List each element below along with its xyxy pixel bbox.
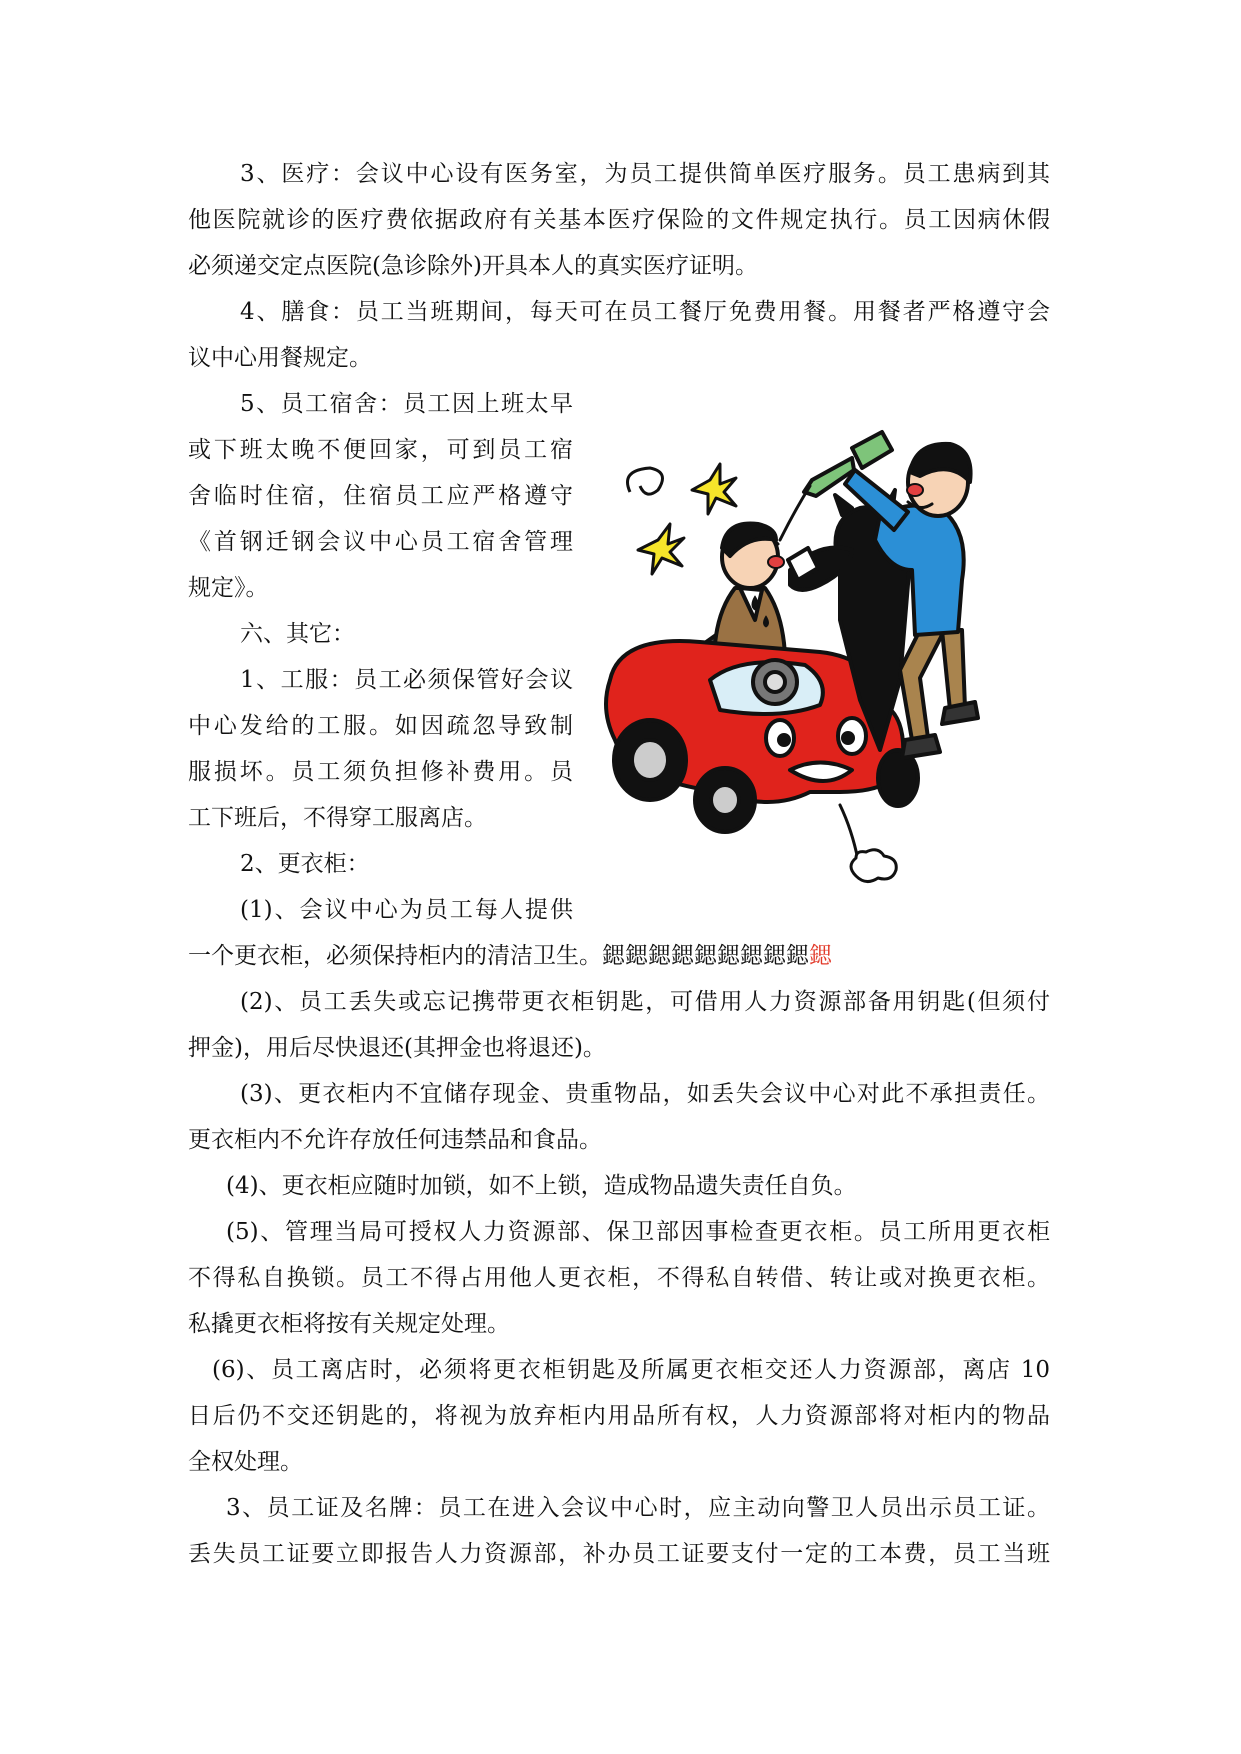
paragraph-line: 议中心用餐规定。: [188, 345, 372, 371]
paragraph-line: 押金)，用后尽快退还(其押金也将退还)。: [188, 1035, 606, 1061]
paragraph-line: 中心发给的工服。如因疏忽导致制: [188, 713, 573, 739]
paragraph-line: 日后仍不交还钥匙的，将视为放弃柜内用品所有权，人力资源部将对柜内的物品: [188, 1403, 1050, 1429]
paragraph-line: 或下班太晚不便回家，可到员工宿: [188, 437, 573, 463]
paragraph-line: (5)、管理当局可授权人力资源部、保卫部因事检查更衣柜。员工所用更衣柜: [226, 1219, 1050, 1245]
paragraph-line: 全权处理。: [188, 1449, 303, 1475]
paragraph-line: 不得私自换锁。员工不得占用他人更衣柜，不得私自转借、转让或对换更衣柜。: [188, 1265, 1050, 1291]
paragraph-line: 1、工服：员工必须保管好会议: [240, 667, 573, 693]
paragraph-line: (2)、员工丢失或忘记携带更衣柜钥匙，可借用人力资源部备用钥匙(但须付: [240, 989, 1050, 1015]
paragraph-line: (1)、会议中心为员工每人提供: [240, 897, 573, 923]
paragraph-line: (4)、更衣柜应随时加锁，如不上锁，造成物品遗失责任自负。: [226, 1173, 857, 1199]
paragraph-line: 舍临时住宿，住宿员工应严格遵守: [188, 483, 573, 509]
paragraph-line: 必须递交定点医院(急诊除外)开具本人的真实医疗证明。: [188, 253, 758, 279]
paragraph-line: 《首钢迁钢会议中心员工宿舍管理: [188, 529, 573, 555]
paragraph-line: 丢失员工证要立即报告人力资源部，补办员工证要支付一定的工本费，员工当班: [188, 1541, 1050, 1567]
paragraph-line: 3、医疗：会议中心设有医务室，为员工提供简单医疗服务。员工患病到其: [240, 161, 1050, 187]
paragraph-line: 更衣柜内不允许存放任何违禁品和食品。: [188, 1127, 602, 1153]
paragraph-line: 工下班后，不得穿工服离店。: [188, 805, 487, 831]
paragraph-line: 规定》。: [188, 575, 269, 601]
paragraph-line: 他医院就诊的医疗费依据政府有关基本医疗保险的文件规定执行。员工因病休假: [188, 207, 1050, 233]
paragraph-line: 4、膳食：员工当班期间，每天可在员工餐厅免费用餐。用餐者严格遵守会: [240, 299, 1050, 325]
paragraph-line: 2、更衣柜：: [240, 851, 370, 877]
paragraph-text: 一个更衣柜，必须保持柜内的清洁卫生。鍶鍶鍶鍶鍶鍶鍶鍶鍶: [188, 943, 809, 969]
paragraph-line: (3)、更衣柜内不宜储存现金、贵重物品，如丢失会议中心对此不承担责任。: [240, 1081, 1050, 1107]
red-character: 鍶: [809, 943, 832, 969]
section-heading: 六、其它：: [240, 621, 355, 647]
paragraph-line: 3、员工证及名牌：员工在进入会议中心时，应主动向警卫人员出示员工证。: [226, 1495, 1050, 1521]
drunk-driving-cartoon: [590, 420, 1050, 920]
paragraph-line: 5、员工宿舍：员工因上班太早: [240, 391, 573, 417]
paragraph-line: [188, 942, 832, 970]
paragraph-line: 私撬更衣柜将按有关规定处理。: [188, 1311, 510, 1337]
paragraph-line: 服损坏。员工须负担修补费用。员: [188, 759, 573, 785]
paragraph-line: (6)、员工离店时，必须将更衣柜钥匙及所属更衣柜交还人力资源部，离店 10: [212, 1357, 1050, 1383]
